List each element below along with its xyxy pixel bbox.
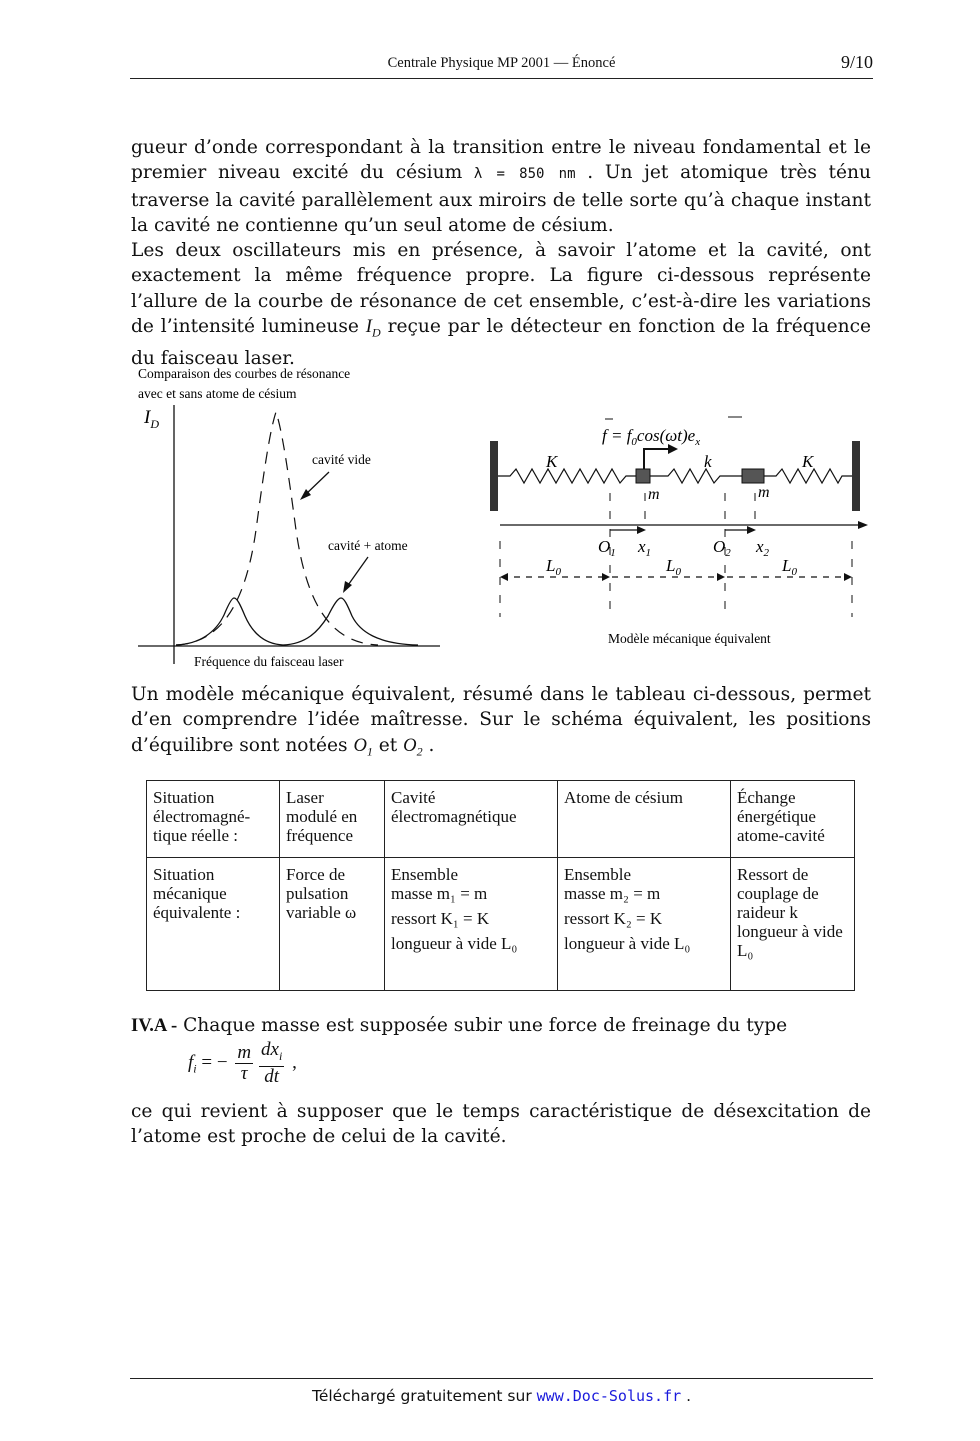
spring-k-mid-label: k <box>704 452 712 471</box>
spring-k-left-label: K <box>546 452 558 471</box>
mass-2 <box>742 469 764 483</box>
p1-text-b: . Un jet atomique très ténu traverse la cavité parallèlement aux miroirs de telle sorte qu’à chaque instant la cavité ne contienne qu’un seul atome de césium. <box>131 162 871 236</box>
x-axis-arrowhead <box>858 521 868 529</box>
page-header <box>130 52 873 79</box>
cell-line: ressort K₂ = K <box>564 909 663 928</box>
cell-line: Ressort de couplage de raideur k <box>737 865 819 922</box>
paragraph-conclusion: ce qui revient à supposer que le temps caractéristique de désexcitation de l’atome est proche de celui de la cavité. <box>131 1101 871 1148</box>
x2-label: $x_2$ <box>756 537 770 559</box>
table-cell: Situation électromagné-tique réelle : <box>147 781 280 858</box>
footer-link[interactable]: www.Doc-Solus.fr <box>536 1387 682 1405</box>
cell-line: longueur à vide L₀ <box>564 934 691 953</box>
cavity-atom-arrow <box>346 557 368 588</box>
figure-caption-line2: avec et sans atome de césium <box>138 386 297 401</box>
page-number: 9/10 <box>840 52 873 72</box>
right-spring <box>764 469 852 483</box>
y-axis-label: $I_D$ <box>144 407 159 431</box>
numerator: m <box>237 1041 252 1063</box>
cell-line: longueur à vide L₀ <box>737 922 843 960</box>
analogy-table <box>146 780 855 991</box>
header-title: Centrale Physique MP 2001 — Énoncé <box>387 55 616 71</box>
cavity-atom-curve <box>176 598 418 645</box>
eq-lhs-sub: i <box>193 1061 197 1076</box>
cell-line: longueur à vide L₀ <box>391 934 518 953</box>
eq-lhs: f <box>188 1051 194 1073</box>
table-cell: Échange énergétique atome-cavité <box>731 781 855 858</box>
cell-line: Ensemble <box>391 865 459 884</box>
table-cell: Situation mécanique équivalente : <box>147 858 280 991</box>
resonance-figure <box>128 360 448 672</box>
mass-1-label: m <box>648 486 660 503</box>
l0-label-3: $L_0$ <box>782 556 797 578</box>
p2-text-a: Les deux oscillateurs mis en présence, à savoir l’atome et la cavité, ont exactement la même fréquence propre. La figure ci-dessous représente l’allure de la courbe de résonance de cet ensemble, c’est-à-dire les variations de l’intensité lumineuse <box>131 240 871 337</box>
cell-line: Force de pulsation <box>286 865 349 903</box>
p1-text-a: gueur d’onde correspondant à la transition entre le niveau fondamental et le premier niveau excité du césium <box>131 137 871 184</box>
fraction-derivative <box>259 1040 284 1087</box>
x1-label: $x_1$ <box>638 537 652 559</box>
p3-end: . <box>422 734 435 756</box>
coupling-spring <box>650 469 742 483</box>
p3-text: Un modèle mécanique équivalent, résumé dans le tableau ci-dessous, permet d’en comprendre l’idée maîtresse. Sur le schéma équivalent, les positions d’équilibre sont notées <box>131 684 871 756</box>
denominator: τ <box>240 1062 248 1084</box>
table-cell <box>731 858 855 991</box>
table-cell <box>558 858 731 991</box>
o2-symbol: O <box>403 734 417 756</box>
cell-line: masse m₁ = m <box>391 884 488 903</box>
l0-label-1: $L_0$ <box>546 556 561 578</box>
reference-lines <box>500 493 852 617</box>
page-footer <box>130 1378 873 1405</box>
table-row <box>147 781 855 858</box>
o2-sub: 2 <box>416 744 423 759</box>
cell-line: masse m₂ = m <box>564 884 661 903</box>
empty-cavity-label: cavité vide <box>312 452 371 467</box>
l0-label-2: $L_0$ <box>666 556 681 578</box>
footer-text: Téléchargé gratuitement sur www.Doc-Solus.fr . <box>311 1387 691 1405</box>
right-wall <box>852 441 860 511</box>
x-axis-label: Fréquence du faisceau laser <box>194 654 344 669</box>
fraction-m-tau <box>235 1043 253 1084</box>
cell-line: Ensemble <box>564 865 632 884</box>
table-row <box>147 858 855 991</box>
left-spring <box>498 469 636 483</box>
p3-and: et <box>372 734 404 756</box>
intensity-symbol: I <box>365 315 372 337</box>
eq-sign: = − <box>196 1051 233 1073</box>
question-label: IV.A - <box>131 1015 178 1036</box>
o2-label: $O_2$ <box>713 537 731 559</box>
question-iva <box>131 1013 871 1038</box>
wavelength: λ = 850 nm <box>473 166 576 183</box>
cavity-atom-arrowhead <box>343 581 352 593</box>
table-cell <box>385 858 558 991</box>
x1-arrowhead <box>637 526 646 534</box>
numerator: $dx_i$ <box>259 1040 284 1067</box>
mass-1 <box>636 469 650 483</box>
intensity-subscript: D <box>372 325 381 340</box>
cell-line: ressort K₁ = K <box>391 909 490 928</box>
spring-k-right-label: K <box>802 452 814 471</box>
p2-text-b: reçue par le détecteur en fonction de la fréquence du faisceau laser. <box>131 315 871 369</box>
paragraph-cesium <box>131 135 871 238</box>
empty-cavity-curve <box>176 412 378 645</box>
x2-arrowhead <box>747 526 756 534</box>
table-cell: Atome de césium <box>558 781 731 858</box>
mass-2-label: m <box>758 484 770 501</box>
cell-line: variable ω <box>286 903 357 922</box>
table-cell: Laser modulé en fréquence <box>280 781 385 858</box>
paragraph-resonance <box>131 238 871 371</box>
paragraph-model <box>131 682 871 765</box>
damping-equation <box>188 1040 297 1087</box>
mechanical-model-figure <box>480 405 872 650</box>
table-cell: Cavité électromagnétique <box>385 781 558 858</box>
model-caption: Modèle mécanique équivalent <box>608 631 771 646</box>
denominator: dt <box>264 1065 280 1087</box>
figure-caption-line1: Comparaison des courbes de résonance <box>138 366 351 381</box>
question-text: Chaque masse est supposée subir une force de freinage du type <box>177 1015 788 1036</box>
o1-label: $O_1$ <box>598 537 616 559</box>
o1-symbol: O <box>353 734 367 756</box>
force-arrow <box>644 449 670 469</box>
cavity-atom-label: cavité + atome <box>328 538 408 553</box>
force-arrowhead <box>668 444 678 454</box>
force-label: $f = f_0\cos(\omega t)e_x$ <box>602 426 701 448</box>
left-wall <box>490 441 498 511</box>
o1-sub: 1 <box>366 744 373 759</box>
table-cell <box>280 858 385 991</box>
eq-end: , <box>287 1051 297 1073</box>
